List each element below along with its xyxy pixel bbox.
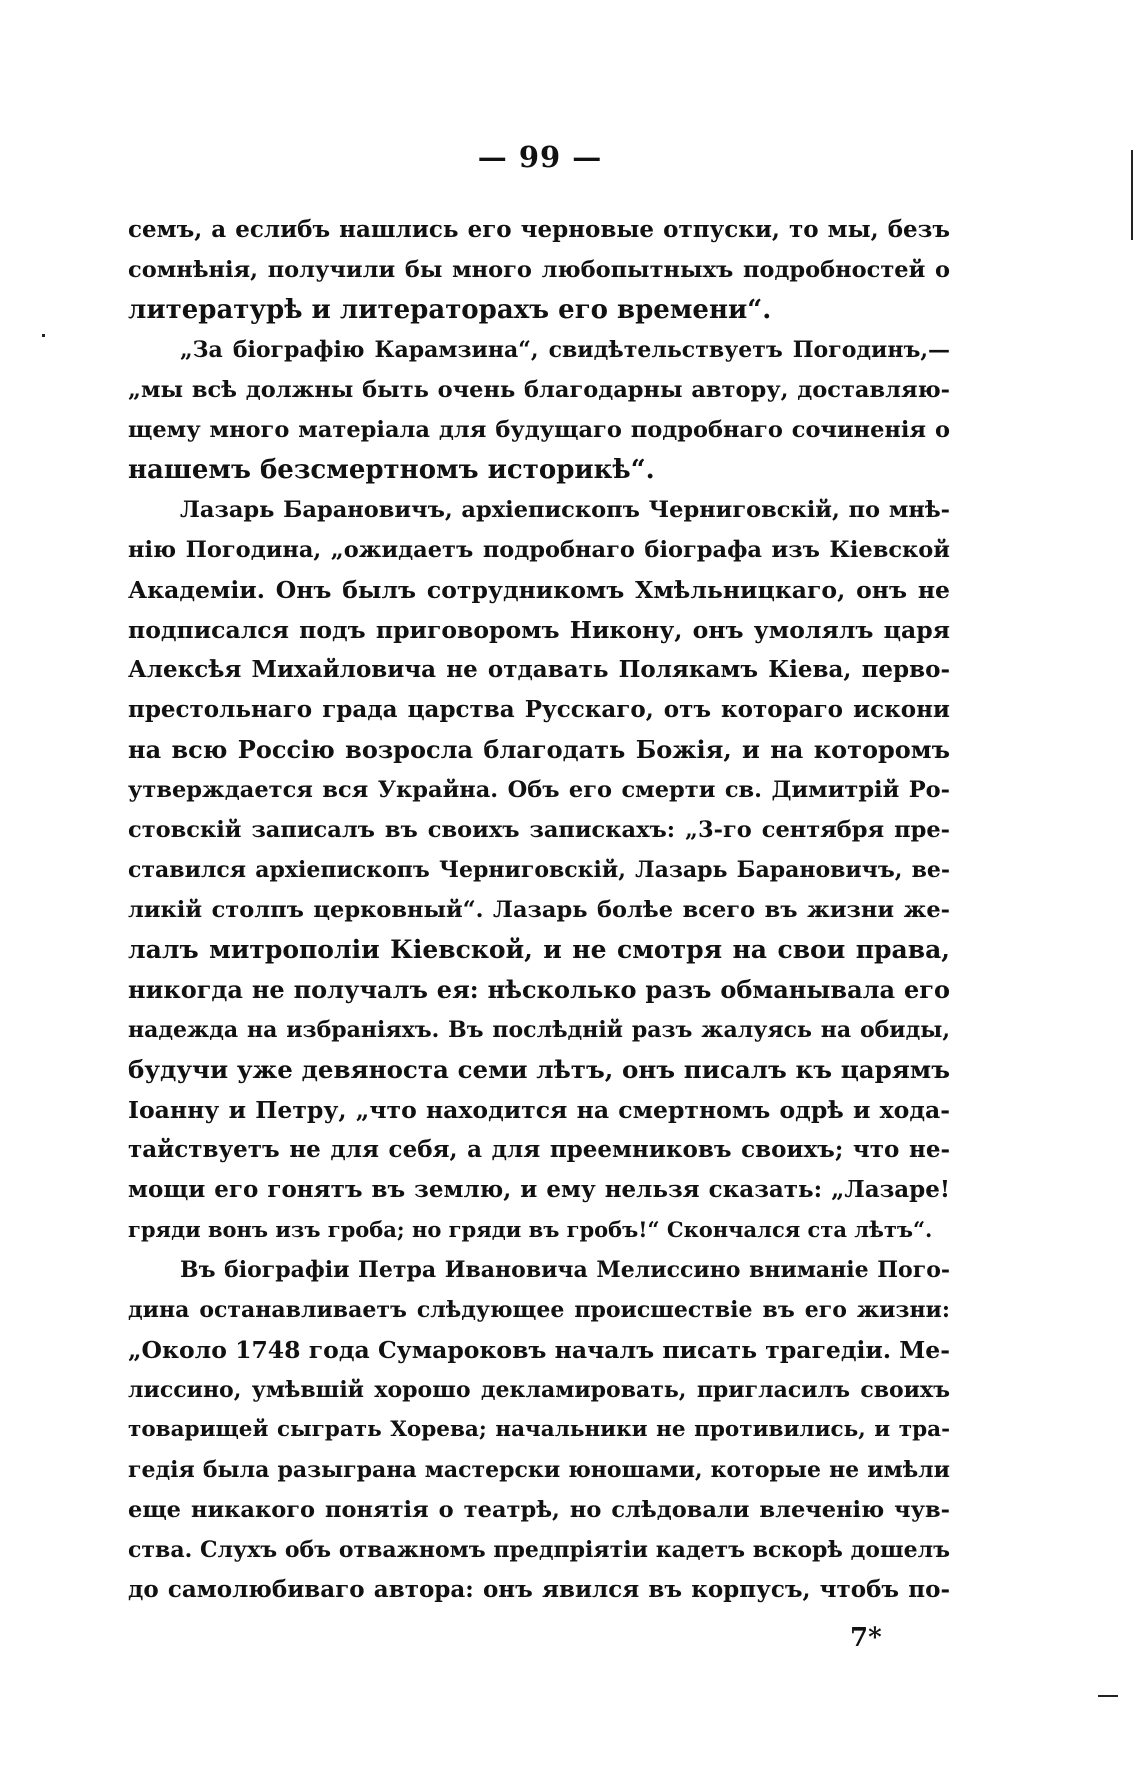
text-line: щему много матеріала для будущаго подробнаго сочиненія о [128,417,950,443]
text-line: мощи его гонятъ въ землю, и ему нельзя сказать: „Лазаре! [128,1176,950,1203]
text-line: семъ, а еслибъ нашлись его черновые отпуски, то мы, безъ [128,216,950,243]
text-line: тайствуетъ не для себя, а для преемниковъ своихъ; что не- [128,1136,950,1163]
text-line: гедія была разыграна мастерски юношами, которые не имѣли [128,1457,950,1483]
text-line: „За біографію Карамзина“, свидѣтельствуетъ Погодинъ,— [180,337,950,363]
text-line: „Около 1748 года Сумароковъ началъ писать трагедіи. Ме- [128,1336,950,1364]
text-line: Алексѣя Михайловича не отдавать Полякамъ Кіева, перво- [128,656,950,683]
page-number: — 99 — [477,140,603,174]
signature-mark: 7* [850,1623,882,1653]
text-line: до самолюбиваго автора: онъ явился въ корпусъ, чтобъ по- [128,1576,950,1603]
text-line: еще никакого понятія о театрѣ, но слѣдовали влеченію чув- [128,1497,950,1523]
text-line: Въ біографіи Петра Ивановича Мелиссино вниманіе Пого- [180,1257,950,1283]
text-line: надежда на избраніяхъ. Въ послѣдній разъ жалуясь на обиды, [128,1017,950,1043]
text-line: нашемъ безсмертномъ историкѣ“. [128,455,655,485]
scan-edge-mark [1131,150,1133,240]
text-line: Лазарь Барановичъ, архіепископъ Черниговскій, по мнѣ- [180,497,950,523]
text-line: „мы всѣ должны быть очень благодарны автору, доставляю- [128,377,950,403]
text-line: гряди вонъ изъ гроба; но гряди въ гробъ!“ Скончался ста лѣтъ“. [128,1217,933,1242]
text-line: ства. Слухъ объ отважномъ предпріятіи кадетъ вскорѣ дошелъ [128,1537,950,1563]
text-line: лиссино, умѣвшій хорошо декламировать, пригласилъ своихъ [128,1377,950,1403]
text-line: нію Погодина, „ожидаетъ подробнаго біографа изъ Кіевской [128,537,950,563]
body-text [128,210,950,1610]
text-line: Академіи. Онъ былъ сотрудникомъ Хмѣльницкаго, онъ не [128,576,950,604]
text-line: будучи уже девяноста семи лѣтъ, онъ писалъ къ царямъ [128,1055,950,1084]
text-line: престольнаго града царства Русскаго, отъ котораго искони [128,696,950,723]
text-line: утверждается вся Украйна. Объ его смерти св. Димитрій Ро- [128,777,950,803]
text-line: Іоанну и Петру, „что находится на смертномъ одрѣ и хода- [128,1096,950,1124]
text-line: литературѣ и литераторахъ его времени“. [128,295,772,325]
text-line: дина останавливаетъ слѣдующее происшествіе въ его жизни: [128,1297,950,1323]
text-line: товарищей сыграть Хорева; начальники не противились, и тра- [128,1417,950,1442]
text-line: на всю Россію возросла благодать Божія, и на которомъ [128,735,950,764]
text-line: ликій столпъ церковный“. Лазарь болѣе всего въ жизни же- [128,897,950,923]
text-line: ставился архіепископъ Черниговскій, Лазарь Барановичъ, ве- [128,857,950,883]
scan-dash-mark [1098,1695,1118,1697]
text-line: сомнѣнія, получили бы много любопытныхъ подробностей о [128,257,950,283]
text-line: подписался подъ приговоромъ Никону, онъ умолялъ царя [128,616,950,644]
text-line: никогда не получалъ ея: нѣсколько разъ обманывала его [128,975,950,1004]
text-line: лалъ митрополіи Кіевской, и не смотря на свои права, [128,935,950,964]
text-line: стовскій записалъ въ своихъ запискахъ: „3-го сентября пре- [128,817,950,843]
scan-dot-mark [42,334,45,337]
